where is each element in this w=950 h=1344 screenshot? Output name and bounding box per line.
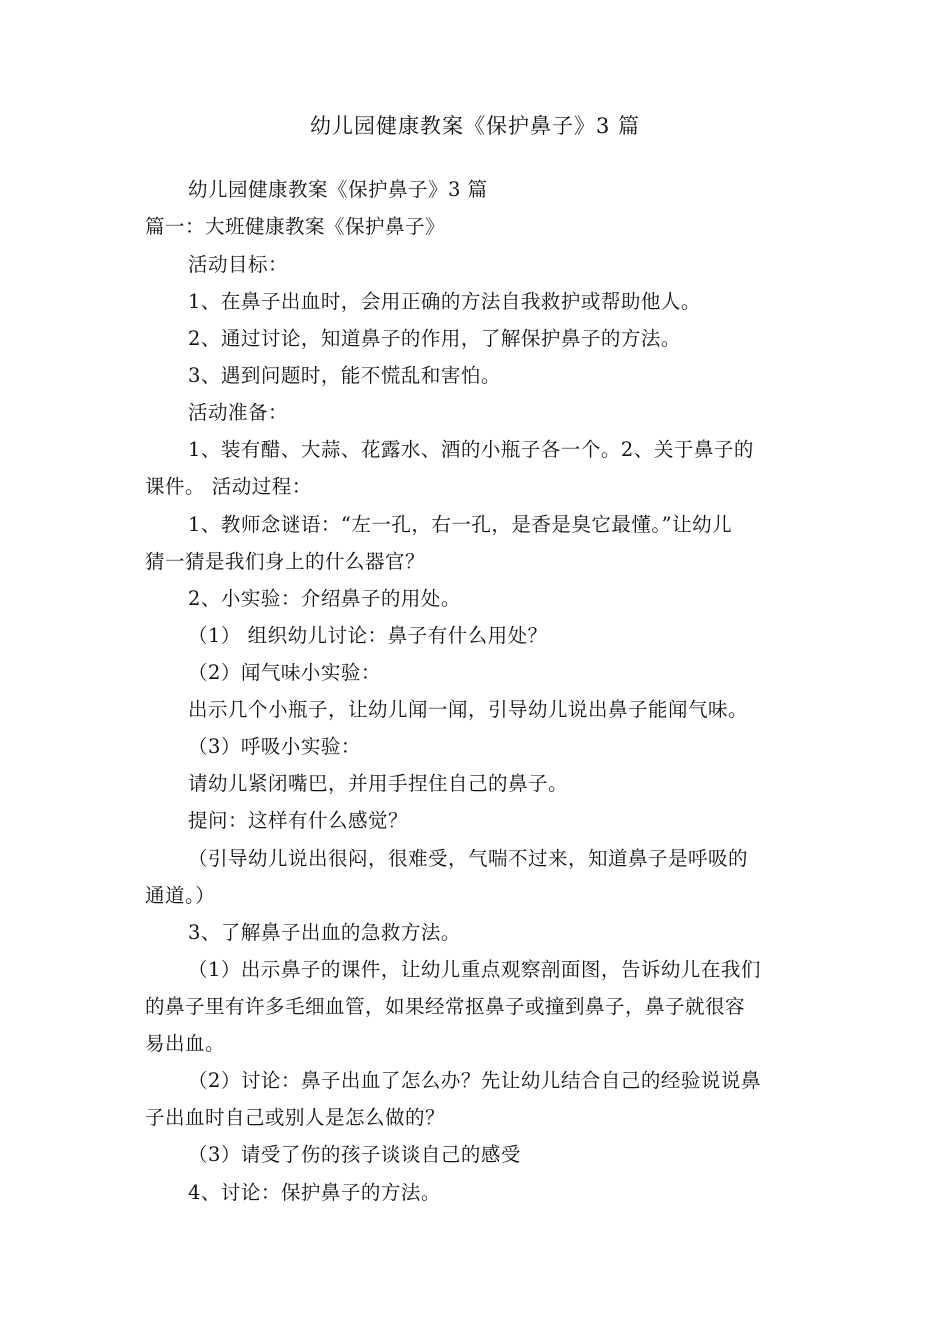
paragraph-line: 猜一猜是我们身上的什么器官？ xyxy=(145,550,426,573)
paragraph-line: （2）讨论：鼻子出血了怎么办？先让幼儿结合自己的经验说说鼻 xyxy=(188,1069,761,1092)
paragraph-line: 易出血。 xyxy=(145,1032,226,1055)
paragraph-line: 3、遇到问题时，能不慌乱和害怕。 xyxy=(188,364,501,387)
paragraph-line: 子出血时自己或别人是怎么做的？ xyxy=(145,1106,446,1129)
paragraph-line: 的鼻子里有许多毛细血管，如果经常抠鼻子或撞到鼻子，鼻子就很容 xyxy=(145,995,746,1018)
paragraph-line: 4、讨论：保护鼻子的方法。 xyxy=(188,1181,441,1204)
paragraph-line: 通道。） xyxy=(145,884,216,907)
paragraph-line: （2）闻气味小实验： xyxy=(188,661,381,684)
paragraph-line: （3）呼吸小实验： xyxy=(188,735,361,758)
paragraph-line: （3）请受了伤的孩子谈谈自己的感受 xyxy=(188,1143,521,1166)
paragraph-line: 1、装有醋、大蒜、花露水、酒的小瓶子各一个。2、关于鼻子的 xyxy=(188,438,754,461)
paragraph-line: 出示几个小瓶子，让幼儿闻一闻，引导幼儿说出鼻子能闻气味。 xyxy=(188,698,749,721)
activity-goals-heading: 活动目标： xyxy=(188,253,289,276)
paragraph-line: 2、通过讨论，知道鼻子的作用，了解保护鼻子的方法。 xyxy=(188,327,681,350)
paragraph-line: 1、在鼻子出血时，会用正确的方法自我救护或帮助他人。 xyxy=(188,290,701,313)
paragraph-line: （引导幼儿说出很闷，很难受，气喘不过来，知道鼻子是呼吸的 xyxy=(188,847,749,870)
paragraph-line: 3、了解鼻子出血的急救方法。 xyxy=(188,921,461,944)
paragraph-line: 请幼儿紧闭嘴巴，并用手捏住自己的鼻子。 xyxy=(188,772,569,795)
paragraph-line: 2、小实验：介绍鼻子的用处。 xyxy=(188,587,461,610)
paragraph-line: 课件。 活动过程： xyxy=(145,475,312,498)
activity-prep-heading: 活动准备： xyxy=(188,401,289,424)
paragraph-line: （1） 组织幼儿讨论：鼻子有什么用处？ xyxy=(188,624,548,647)
document-title: 幼儿园健康教案《保护鼻子》3 篇 xyxy=(309,114,641,138)
paragraph-line: 提问：这样有什么感觉？ xyxy=(188,809,409,832)
paragraph-line: （1）出示鼻子的课件，让幼儿重点观察剖面图，告诉幼儿在我们 xyxy=(188,958,761,981)
paragraph-line: 1、教师念谜语：“左一孔，右一孔，是香是臭它最懂。”让幼儿 xyxy=(188,513,733,536)
section-heading: 篇一：大班健康教案《保护鼻子》 xyxy=(145,215,446,238)
doc-subtitle: 幼儿园健康教案《保护鼻子》3 篇 xyxy=(188,178,488,201)
